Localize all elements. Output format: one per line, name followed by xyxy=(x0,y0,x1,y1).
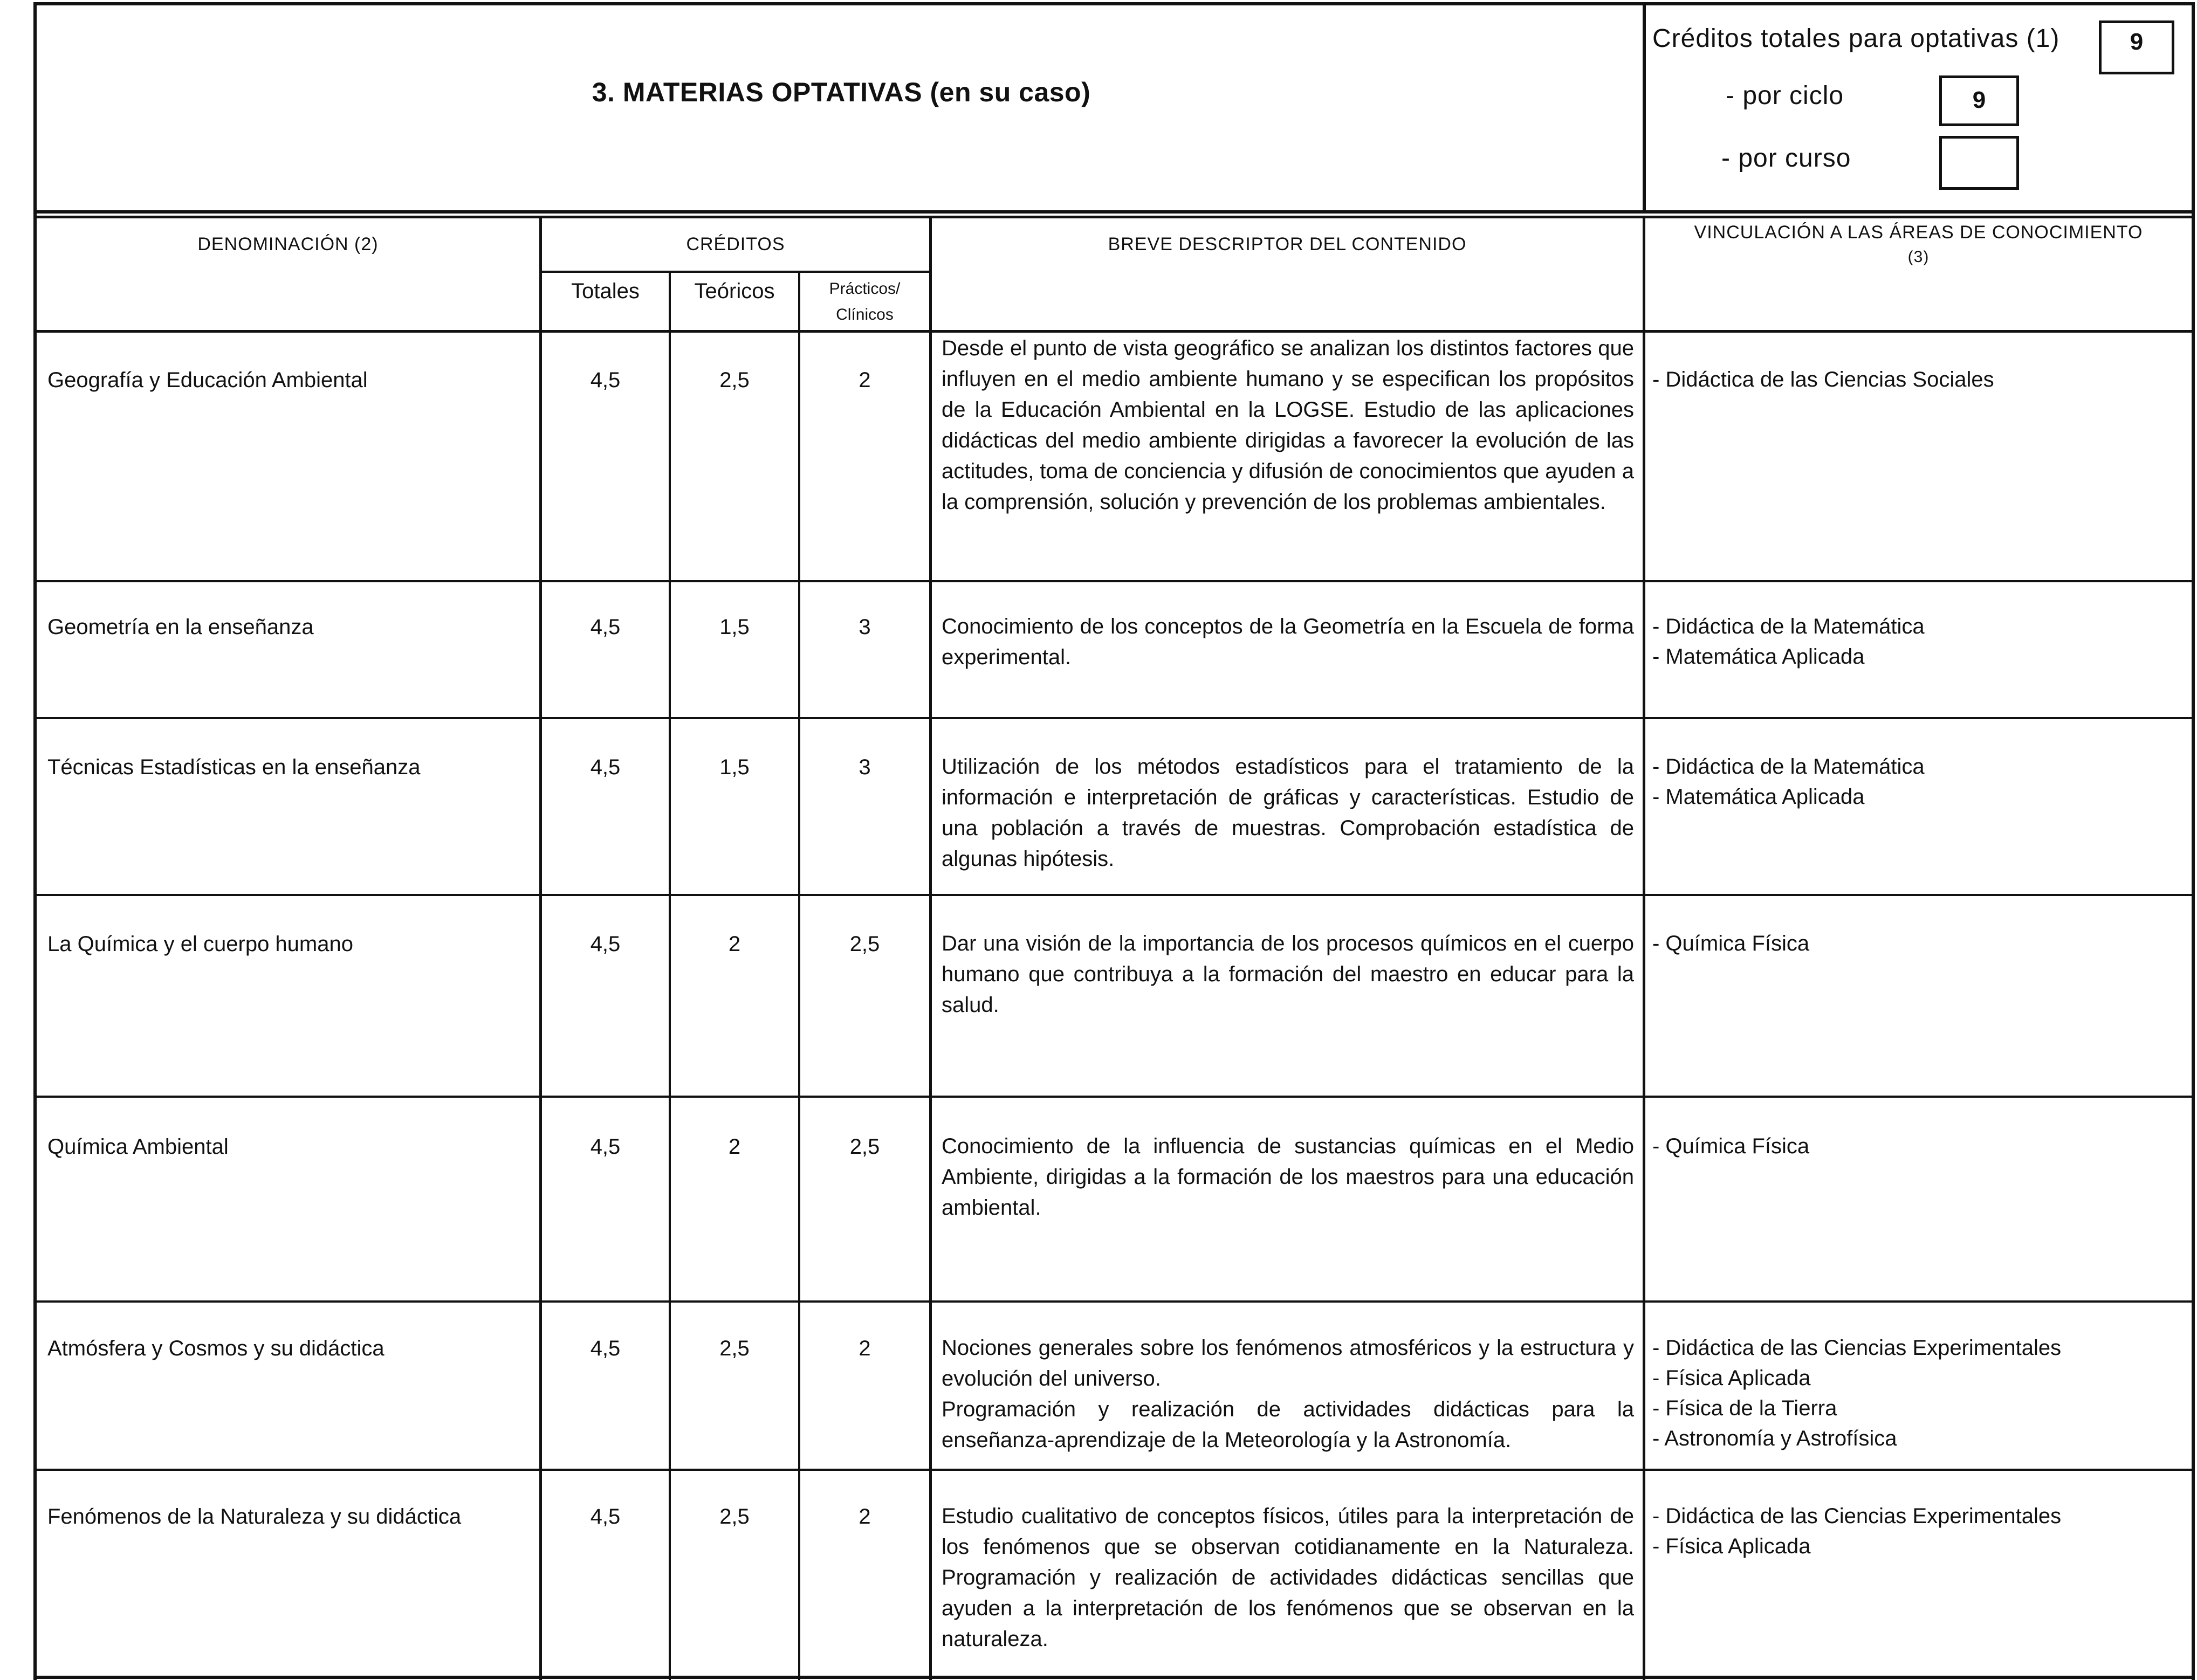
col-header-descriptor: BREVE DESCRIPTOR DEL CONTENIDO xyxy=(1108,234,1467,254)
creditos-totales-label: Créditos totales para optativas (1) xyxy=(1652,24,2060,53)
por-curso-box xyxy=(1939,136,2019,190)
row-sep-2 xyxy=(33,717,2195,719)
row-1-descriptor: Conocimiento de los conceptos de la Geometría en la Escuela de forma experimental. xyxy=(942,615,1634,669)
col-header-practicos-line2: Clínicos xyxy=(836,306,894,323)
row-1-area-1: - Matemática Aplicada xyxy=(1652,645,1865,669)
row-1-denominacion: Geometría en la enseñanza xyxy=(47,615,314,639)
row-sep-1 xyxy=(33,580,2195,582)
frame-credit-divider xyxy=(1643,2,1646,214)
row-2-denominacion: Técnicas Estadísticas en la enseñanza xyxy=(47,755,421,779)
row-6-practicos: 2 xyxy=(859,1505,871,1528)
col-header-totales: Totales xyxy=(571,279,640,303)
row-2-totales: 4,5 xyxy=(590,755,621,779)
frame-right xyxy=(2192,2,2195,1680)
row-4-practicos: 2,5 xyxy=(849,1135,880,1159)
row-0-totales: 4,5 xyxy=(590,368,621,392)
row-2-area-0: - Didáctica de la Matemática xyxy=(1652,755,1925,779)
row-sep-4 xyxy=(33,1096,2195,1098)
col-header-vinculacion xyxy=(1645,220,2192,270)
row-0-practicos: 2 xyxy=(859,368,871,392)
row-1-teoricos: 1,5 xyxy=(719,615,750,639)
row-4-descriptor: Conocimiento de la influencia de sustancias químicas en el Medio Ambiente, dirigidas a la formación de los maestros para una educación ambiental. xyxy=(942,1134,1634,1220)
col-header-practicos-line1: Prácticos/ xyxy=(829,280,901,298)
row-0-descriptor: Desde el punto de vista geográfico se analizan los distintos factores que influyen en el medio ambiente humano y se especifican los propósitos de la Educación Ambiental en la LOGSE. Estudio de las aplicaciones didácticas del medio ambiente dirigidas a favorecer la evolución de las actitudes, toma de conciencia y difusión de conocimientos que ayuden a la comprensión, solución y prevención de los problemas ambientales. xyxy=(942,336,1634,514)
row-0-area-0: - Didáctica de las Ciencias Sociales xyxy=(1652,368,1994,391)
row-2-area-1: - Matemática Aplicada xyxy=(1652,785,1865,809)
row-0-teoricos: 2,5 xyxy=(719,368,750,392)
table-header-bottom xyxy=(33,330,2195,333)
row-3-denominacion: La Química y el cuerpo humano xyxy=(47,932,353,956)
row-2-practicos: 3 xyxy=(859,755,871,779)
row-6-areas xyxy=(1652,1501,2061,1561)
row-3-practicos: 2,5 xyxy=(849,932,880,956)
row-3-totales: 4,5 xyxy=(590,932,621,956)
row-4-teoricos: 2 xyxy=(728,1135,741,1159)
row-6-totales: 4,5 xyxy=(590,1505,621,1528)
row-5-totales: 4,5 xyxy=(590,1337,621,1360)
row-2-areas xyxy=(1652,752,1925,812)
row-5-area-0: - Didáctica de las Ciencias Experimentales xyxy=(1652,1336,2062,1360)
row-sep-6 xyxy=(33,1469,2195,1471)
row-5-teoricos: 2,5 xyxy=(719,1337,750,1360)
row-3-area-0: - Química Física xyxy=(1652,932,1810,955)
row-sep-3 xyxy=(33,894,2195,896)
por-curso-label: - por curso xyxy=(1721,144,1851,173)
row-5-descriptor-p1: Nociones generales sobre los fenómenos atmosféricos y la estructura y evolución del universo. xyxy=(942,1336,1634,1390)
row-5-practicos: 2 xyxy=(859,1337,871,1360)
row-0-areas xyxy=(1652,364,1994,395)
row-5-descriptor-p2: Programación y realización de actividades didácticas para la enseñanza-aprendizaje de la Meteorología y la Astronomía. xyxy=(942,1397,1634,1452)
row-3-teoricos: 2 xyxy=(728,932,741,956)
row-1-areas xyxy=(1652,611,1925,672)
col-sep-5 xyxy=(1643,216,1645,1680)
col-sep-4 xyxy=(929,216,932,1680)
row-5-area-2: - Física de la Tierra xyxy=(1652,1396,1837,1420)
col-header-creditos: CRÉDITOS xyxy=(686,234,785,254)
creditos-subheader-line xyxy=(542,271,930,273)
col-header-vinculacion-line1: VINCULACIÓN A LAS ÁREAS DE CONOCIMIENTO xyxy=(1694,222,2143,243)
row-4-areas xyxy=(1652,1131,1809,1161)
row-2-descriptor: Utilización de los métodos estadísticos para el tratamiento de la información e interpretación de gráficas y características. Estudio de una población a través de muestras. Comprobación estadística de algunas hipótesis. xyxy=(942,755,1634,871)
row-5-area-1: - Física Aplicada xyxy=(1652,1366,1811,1390)
row-sep-5 xyxy=(33,1300,2195,1303)
row-6-area-1: - Física Aplicada xyxy=(1652,1534,1811,1558)
row-0-denominacion: Geografía y Educación Ambiental xyxy=(47,368,368,392)
row-4-denominacion: Química Ambiental xyxy=(47,1135,229,1159)
page-title: 3. MATERIAS OPTATIVAS (en su caso) xyxy=(592,77,1091,107)
row-3-descriptor: Dar una visión de la importancia de los procesos químicos en el cuerpo humano que contribuya a la formación del maestro en educar para la salud. xyxy=(942,932,1634,1017)
col-header-denominacion: DENOMINACIÓN (2) xyxy=(197,234,379,254)
row-3-areas xyxy=(1652,928,1809,959)
col-header-vinculacion-line2: (3) xyxy=(1907,248,1930,266)
row-4-totales: 4,5 xyxy=(590,1135,621,1159)
row-2-teoricos: 1,5 xyxy=(719,755,750,779)
row-4-area-0: - Química Física xyxy=(1652,1134,1810,1158)
row-5-areas xyxy=(1652,1333,2061,1454)
row-5-descriptor xyxy=(942,1333,1634,1456)
frame-header-bottom xyxy=(33,210,2195,214)
row-6-descriptor: Estudio cualitativo de conceptos físicos, útiles para la interpretación de los fenómenos que se observan cotidianamente en la Naturaleza. Programación y realización de actividades didácticas sencillas que ayuden a la interpretación de los fenómenos que se observan en la naturaleza. xyxy=(942,1504,1634,1651)
col-header-teoricos: Teóricos xyxy=(694,279,775,303)
row-1-practicos: 3 xyxy=(859,615,871,639)
frame-top xyxy=(33,2,2195,5)
table-top xyxy=(33,216,2195,218)
por-ciclo-box: 9 xyxy=(1939,75,2019,126)
row-6-denominacion: Fenómenos de la Naturaleza y su didáctica xyxy=(47,1505,462,1528)
row-6-teoricos: 2,5 xyxy=(719,1505,750,1528)
creditos-totales-box: 9 xyxy=(2099,20,2174,74)
por-ciclo-label: - por ciclo xyxy=(1726,81,1844,110)
row-5-area-3: - Astronomía y Astrofísica xyxy=(1652,1427,1897,1450)
table-bottom xyxy=(33,1676,2195,1679)
row-1-totales: 4,5 xyxy=(590,615,621,639)
col-header-practicos xyxy=(800,276,929,328)
row-5-denominacion: Atmósfera y Cosmos y su didáctica xyxy=(47,1337,385,1360)
row-6-area-0: - Didáctica de las Ciencias Experimentales xyxy=(1652,1504,2062,1528)
row-1-area-0: - Didáctica de la Matemática xyxy=(1652,615,1925,638)
